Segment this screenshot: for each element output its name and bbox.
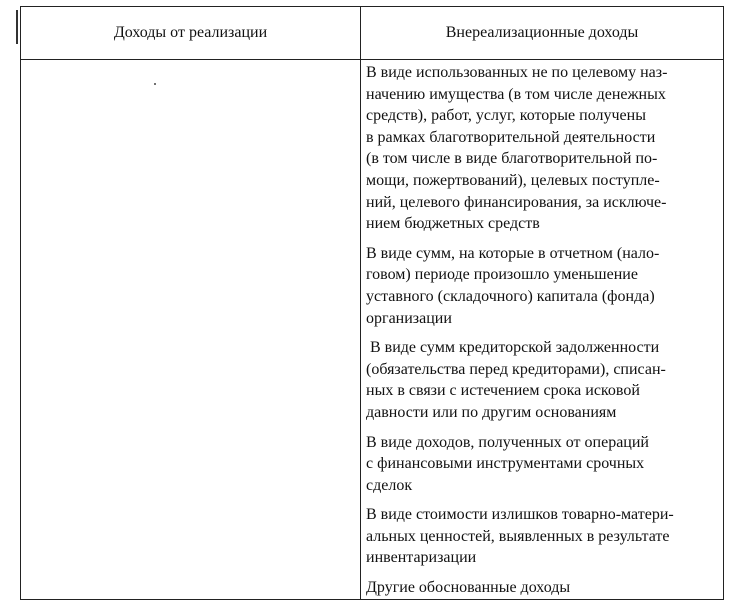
list-item: В виде использованных не по целевому наз- начению имущества (в том числе денежных средств), работ, услуг, которые получены в рамках благотворительной деятельности (в том числе в виде благотворительной по- мощи, пожертвований), целевых поступле- ний, целевого финансирования, за исключе- нием бюджетных средств [366,64,668,233]
list-item: Другие обоснованные доходы [366,579,571,597]
list-item: В виде сумм кредиторской задолженности (обязательства перед кредиторами), списан- ных в связи с истечением срока исковой давности или по другим основаниям [366,339,666,421]
stray-dot [154,83,156,85]
header-sales-income: Доходы от реализации [113,24,268,41]
list-item: В виде доходов, полученных от операций с финансовыми инструментами срочных сделок [366,433,649,494]
income-table [20,6,724,600]
non-operating-income-list [366,62,716,599]
list-item: В виде стоимости излишков товарно-матери- альных ценностей, выявленных в результате инвентаризации [366,506,674,567]
header-non-operating-income: Внереализационные доходы [445,24,639,41]
column-divider [360,7,361,599]
list-item: В виде сумм, на которые в отчетном (нало- говом) периоде произошло уменьшение уставного (складочного) капитала (фонда) организации [366,244,660,327]
table-header-row [21,7,723,60]
scan-edge-mark [16,10,18,44]
